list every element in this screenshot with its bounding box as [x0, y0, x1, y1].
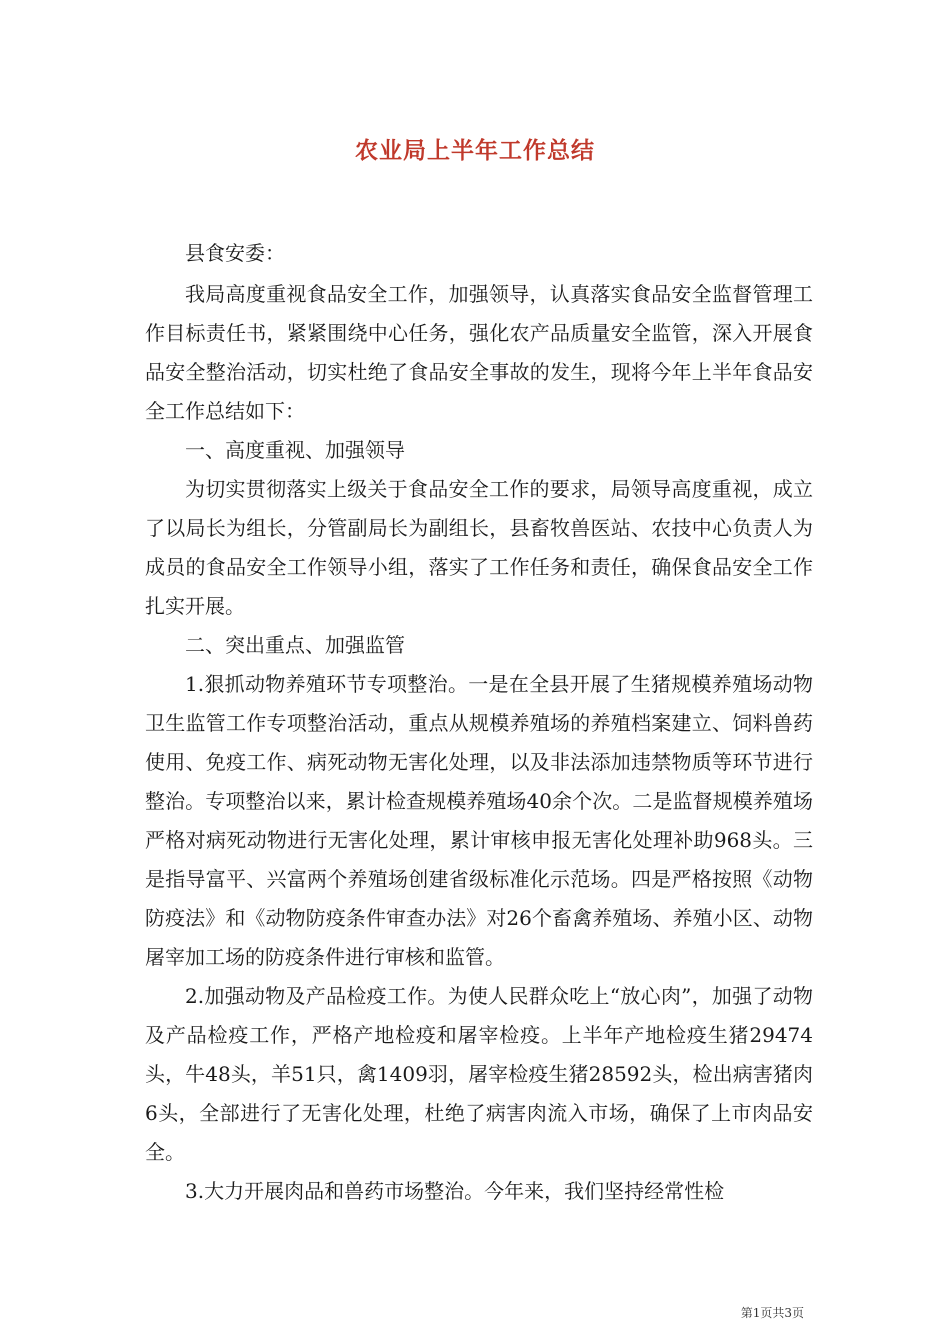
- document-title: 农业局上半年工作总结: [355, 137, 595, 164]
- paragraph-section-1: 为切实贯彻落实上级关于食品安全工作的要求，局领导高度重视，成立了以局长为组长，分管副局长为副组长，县畜牧兽医站、农技中心负责人为成员的食品安全工作领导小组，落实了工作任务和责任，确保食品安全工作扎实开展。: [145, 477, 813, 618]
- paragraph-item-3: 3.大力开展肉品和兽药市场整治。今年来，我们坚持经常性检: [185, 1179, 725, 1203]
- page-number: 第1页共3页: [740, 1306, 804, 1320]
- section-heading-2: 二、突出重点、加强监管: [185, 633, 405, 657]
- paragraph-item-1: 1.狠抓动物养殖环节专项整治。一是在全县开展了生猪规模养殖场动物卫生监管工作专项整治活动，重点从规模养殖场的养殖档案建立、饲料兽药使用、免疫工作、病死动物无害化处理，以及非法添加违禁物质等环节进行整治。专项整治以来，累计检查规模养殖场40余个次。二是监督规模养殖场严格对病死动物进行无害化处理，累计审核申报无害化处理补助968头。三是指导富平、兴富两个养殖场创建省级标准化示范场。四是严格按照《动物防疫法》和《动物防疫条件审查办法》对26个畜禽养殖场、养殖小区、动物屠宰加工场的防疫条件进行审核和监管。: [145, 672, 813, 969]
- paragraph-item-2: 2.加强动物及产品检疫工作。为使人民群众吃上“放心肉”，加强了动物及产品检疫工作，严格产地检疫和屠宰检疫。上半年产地检疫生猪29474头，牛48头，羊51只，禽1409羽，屠宰检疫生猪28592头，检出病害猪肉6头，全部进行了无害化处理，杜绝了病害肉流入市场，确保了上市肉品安全。: [145, 984, 813, 1164]
- section-heading-1: 一、高度重视、加强领导: [185, 438, 405, 462]
- paragraph-intro: 我局高度重视食品安全工作，加强领导，认真落实食品安全监督管理工作目标责任书，紧紧围绕中心任务，强化农产品质量安全监管，深入开展食品安全整治活动，切实杜绝了食品安全事故的发生，现将今年上半年食品安全工作总结如下：: [145, 282, 813, 423]
- document-body: [145, 234, 813, 1211]
- salutation: 县食安委：: [185, 241, 285, 265]
